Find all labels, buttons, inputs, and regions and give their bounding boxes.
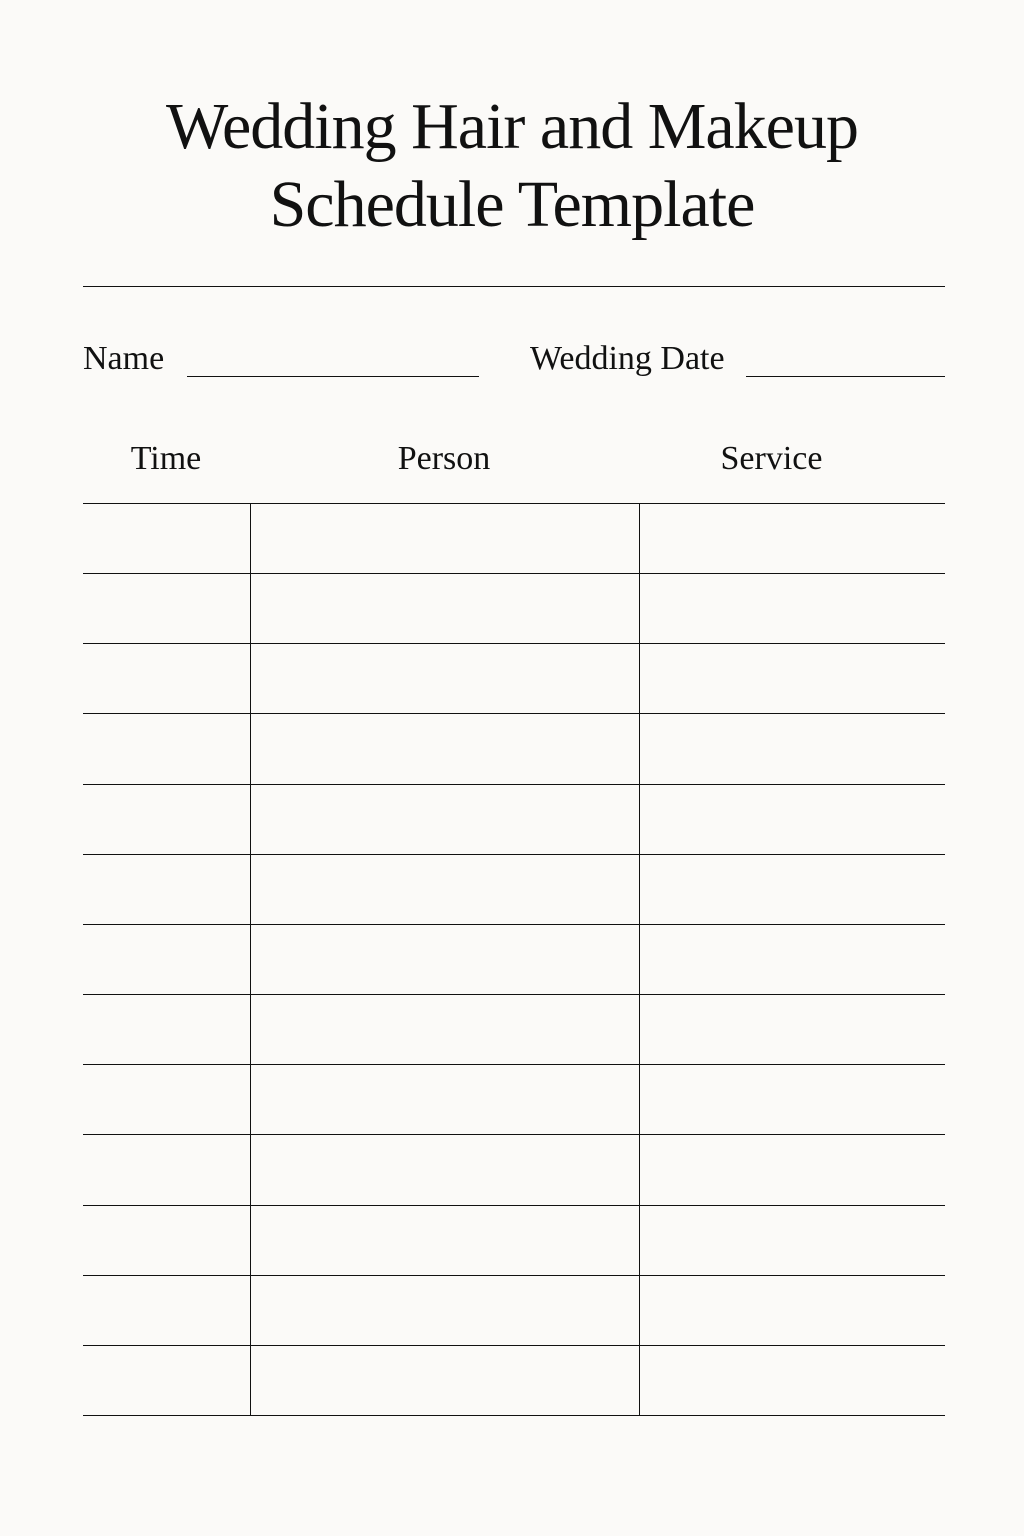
table-cell-time[interactable] — [83, 573, 250, 643]
page-title — [0, 88, 1024, 244]
table-cell-service[interactable] — [639, 643, 945, 713]
title-line-2: Schedule Template — [269, 168, 755, 241]
table-cell-person[interactable] — [250, 854, 639, 924]
table-cell-person[interactable] — [250, 1064, 639, 1134]
table-cell-person[interactable] — [250, 1275, 639, 1345]
table-cell-person[interactable] — [250, 1345, 639, 1415]
table-cell-person[interactable] — [250, 994, 639, 1064]
table-cell-service[interactable] — [639, 573, 945, 643]
table-cell-person[interactable] — [250, 713, 639, 783]
wedding-date-field[interactable] — [746, 376, 945, 377]
table-cell-person[interactable] — [250, 1205, 639, 1275]
table-cell-service[interactable] — [639, 784, 945, 854]
title-line-1: Wedding Hair and Makeup — [166, 90, 858, 163]
table-cell-person[interactable] — [250, 643, 639, 713]
table-cell-person[interactable] — [250, 924, 639, 994]
table-cell-time[interactable] — [83, 924, 250, 994]
table-row-divider — [83, 1415, 945, 1416]
table-cell-time[interactable] — [83, 1134, 250, 1204]
table-cell-service[interactable] — [639, 503, 945, 573]
table-cell-time[interactable] — [83, 854, 250, 924]
table-cell-time[interactable] — [83, 1345, 250, 1415]
column-header-time: Time — [130, 440, 202, 477]
column-header-person: Person — [397, 440, 491, 477]
table-cell-person[interactable] — [250, 503, 639, 573]
table-cell-person[interactable] — [250, 1134, 639, 1204]
table-cell-service[interactable] — [639, 713, 945, 783]
table-cell-person[interactable] — [250, 573, 639, 643]
table-cell-time[interactable] — [83, 643, 250, 713]
table-cell-time[interactable] — [83, 784, 250, 854]
column-header-service: Service — [720, 440, 823, 477]
table-cell-service[interactable] — [639, 1064, 945, 1134]
table-cell-time[interactable] — [83, 713, 250, 783]
table-cell-service[interactable] — [639, 1134, 945, 1204]
table-cell-service[interactable] — [639, 1275, 945, 1345]
table-cell-service[interactable] — [639, 994, 945, 1064]
name-field[interactable] — [187, 376, 479, 377]
table-cell-service[interactable] — [639, 1205, 945, 1275]
table-cell-service[interactable] — [639, 924, 945, 994]
table-cell-time[interactable] — [83, 1275, 250, 1345]
table-cell-time[interactable] — [83, 1205, 250, 1275]
wedding-date-label: Wedding Date — [530, 340, 725, 377]
table-cell-time[interactable] — [83, 503, 250, 573]
name-label: Name — [83, 340, 165, 377]
table-cell-service[interactable] — [639, 854, 945, 924]
schedule-table — [83, 503, 945, 1415]
table-cell-time[interactable] — [83, 994, 250, 1064]
title-divider — [83, 286, 945, 287]
table-cell-service[interactable] — [639, 1345, 945, 1415]
table-cell-person[interactable] — [250, 784, 639, 854]
table-cell-time[interactable] — [83, 1064, 250, 1134]
